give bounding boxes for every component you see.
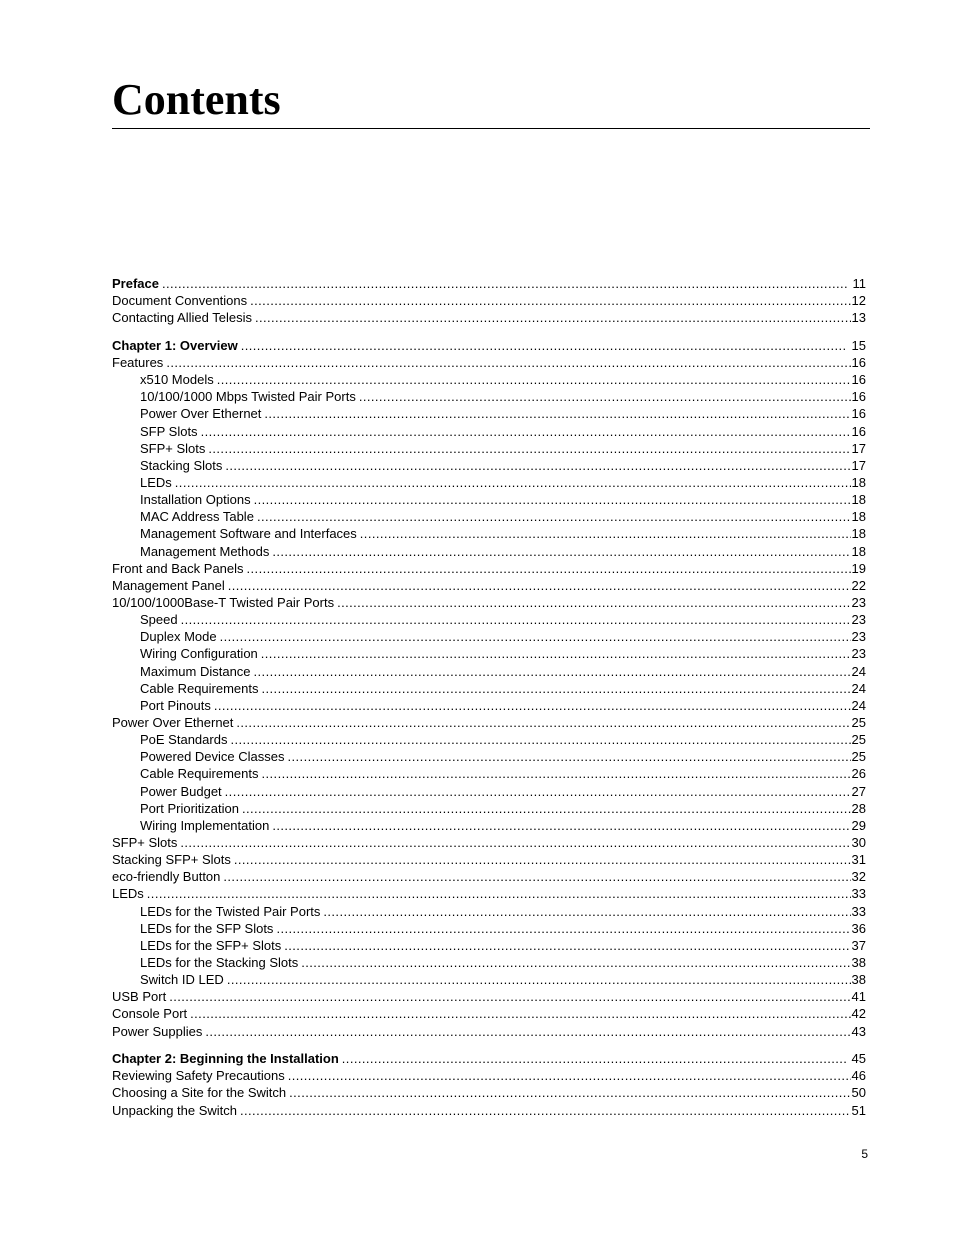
toc-entry[interactable] (112, 371, 866, 388)
toc-entry-page: 50 (851, 1085, 866, 1101)
dot-leader (169, 988, 850, 1005)
dot-leader (247, 560, 851, 577)
toc-entry-title: Console Port (112, 1006, 188, 1022)
dot-leader (175, 474, 851, 491)
toc-entry-page: 25 (851, 749, 866, 765)
toc-entry-page: 43 (851, 1023, 866, 1039)
toc-entry-page: 23 (851, 595, 866, 611)
toc-entry-title: Contacting Allied Telesis (112, 310, 252, 326)
dot-leader (228, 577, 851, 594)
toc-entry[interactable] (112, 474, 866, 491)
toc-entry-page: 17 (851, 440, 866, 456)
toc-entry-title: Switch ID LED (140, 972, 224, 988)
dot-leader (337, 594, 850, 611)
toc-entry-page: 12 (851, 293, 866, 309)
toc-entry-title: PoE Standards (140, 732, 228, 748)
toc-entry[interactable] (112, 903, 866, 920)
toc-entry[interactable] (112, 1084, 866, 1101)
toc-entry-title: Power Supplies (112, 1023, 203, 1039)
dot-leader (261, 645, 851, 662)
toc-entry[interactable] (112, 508, 866, 525)
toc-entry-title: Stacking Slots (140, 457, 223, 473)
toc-entry-title: Management Software and Interfaces (140, 526, 357, 542)
toc-entry-page: 29 (851, 817, 866, 833)
dot-leader (234, 851, 851, 868)
toc-entry-title: Powered Device Classes (140, 749, 285, 765)
dot-leader (225, 457, 850, 474)
toc-entry-page: 23 (851, 629, 866, 645)
toc-entry-page: 13 (851, 310, 866, 326)
toc-entry-page: 27 (851, 783, 866, 799)
toc-entry-page: 36 (851, 920, 866, 936)
toc-entry-title: Reviewing Safety Precautions (112, 1068, 285, 1084)
toc-entry-title: LEDs for the Twisted Pair Ports (140, 903, 321, 919)
dot-leader (230, 731, 850, 748)
dot-leader (147, 885, 851, 902)
toc-entry[interactable] (112, 714, 866, 731)
toc-entry[interactable] (112, 783, 866, 800)
dot-leader (359, 388, 851, 405)
toc-entry-title: SFP Slots (140, 423, 198, 439)
toc-entry-page: 45 (851, 1051, 866, 1067)
toc-entry-title: LEDs for the Stacking Slots (140, 954, 299, 970)
toc-entry[interactable] (112, 1005, 866, 1022)
toc-entry-page: 22 (851, 577, 866, 593)
dot-leader (220, 628, 851, 645)
toc-entry[interactable] (112, 1067, 866, 1084)
toc-entry-page: 51 (851, 1102, 866, 1118)
dot-leader (255, 309, 851, 326)
toc-entry-title: Installation Options (140, 492, 251, 508)
dot-leader (227, 971, 851, 988)
toc-entry-page: 16 (851, 389, 866, 405)
toc-entry-title: Preface (112, 276, 159, 291)
dot-leader (284, 937, 850, 954)
toc-entry-title: Duplex Mode (140, 629, 217, 645)
dot-leader (241, 337, 847, 354)
toc-entry[interactable] (112, 1023, 866, 1040)
toc-entry-page: 18 (851, 509, 866, 525)
toc-entry-page: 33 (851, 886, 866, 902)
toc-entry-page: 26 (851, 766, 866, 782)
dot-leader (225, 783, 851, 800)
dot-leader (217, 371, 851, 388)
dot-leader (288, 1067, 851, 1084)
toc-entry[interactable] (112, 868, 866, 885)
toc-entry-page: 15 (851, 337, 866, 353)
dot-leader (301, 954, 850, 971)
toc-entry[interactable] (112, 954, 866, 971)
toc-entry-page: 28 (851, 800, 866, 816)
toc-entry-title: Front and Back Panels (112, 560, 244, 576)
toc-entry[interactable] (112, 920, 866, 937)
toc-entry[interactable] (112, 800, 866, 817)
toc-entry-page: 18 (851, 543, 866, 559)
toc-entry-page: 23 (851, 646, 866, 662)
toc-entry-page: 33 (851, 903, 866, 919)
toc-entry-title: Chapter 2: Beginning the Installation (112, 1051, 339, 1067)
toc-entry[interactable] (112, 731, 866, 748)
toc-entry-page: 42 (851, 1006, 866, 1022)
dot-leader (289, 1084, 850, 1101)
toc-entry-page: 46 (851, 1068, 866, 1084)
dot-leader (242, 800, 851, 817)
dot-leader (276, 920, 850, 937)
toc-entry-title: Cable Requirements (140, 766, 259, 782)
toc-entry-title: eco-friendly Button (112, 869, 221, 885)
toc-entry[interactable] (112, 937, 866, 954)
dot-leader (166, 354, 850, 371)
toc-entry[interactable] (112, 765, 866, 782)
dot-leader (240, 1102, 851, 1119)
toc-entry[interactable] (112, 663, 866, 680)
dot-leader (181, 611, 851, 628)
toc-entry-title: Wiring Implementation (140, 817, 270, 833)
toc-chapter-entry[interactable] (112, 1050, 866, 1067)
toc-entry-title: Port Prioritization (140, 800, 239, 816)
toc-entry-page: 18 (851, 526, 866, 542)
toc-entry-title: LEDs (112, 886, 144, 902)
dot-leader (262, 680, 851, 697)
dot-leader (254, 663, 851, 680)
toc-entry[interactable] (112, 851, 866, 868)
toc-entry[interactable] (112, 577, 866, 594)
page-title: Contents (112, 75, 281, 124)
toc-entry-page: 16 (851, 355, 866, 371)
toc-entry[interactable] (112, 680, 866, 697)
dot-leader (201, 423, 851, 440)
toc-entry-page: 18 (851, 492, 866, 508)
toc-entry-title: Power Over Ethernet (140, 406, 262, 422)
dot-leader (208, 440, 850, 457)
dot-leader (272, 817, 850, 834)
page-number: 5 (861, 1147, 868, 1161)
dot-leader (257, 508, 851, 525)
table-of-contents (112, 275, 866, 1119)
toc-entry[interactable] (112, 834, 866, 851)
dot-leader (262, 765, 851, 782)
dot-leader (264, 405, 850, 422)
toc-entry[interactable] (112, 423, 866, 440)
toc-entry-page: 32 (851, 869, 866, 885)
dot-leader (190, 1005, 850, 1022)
toc-entry-page: 11 (852, 276, 866, 291)
toc-entry[interactable] (112, 354, 866, 371)
toc-chapter-entry[interactable] (112, 275, 866, 292)
toc-entry[interactable] (112, 457, 866, 474)
toc-entry[interactable] (112, 645, 866, 662)
toc-entry[interactable] (112, 440, 866, 457)
toc-entry-page: 38 (851, 954, 866, 970)
toc-entry-title: Port Pinouts (140, 697, 211, 713)
dot-leader (214, 697, 851, 714)
toc-entry-page: 23 (851, 612, 866, 628)
toc-entry-title: Chapter 1: Overview (112, 337, 238, 353)
toc-entry[interactable] (112, 885, 866, 902)
toc-entry-page: 18 (851, 475, 866, 491)
toc-entry-page: 16 (851, 406, 866, 422)
toc-entry-title: SFP+ Slots (140, 440, 206, 456)
toc-entry[interactable] (112, 405, 866, 422)
dot-leader (360, 525, 851, 542)
dot-leader (236, 714, 850, 731)
toc-entry-page: 41 (851, 989, 866, 1005)
toc-entry-title: Document Conventions (112, 293, 248, 309)
toc-entry-title: Wiring Configuration (140, 646, 258, 662)
toc-entry[interactable] (112, 594, 866, 611)
toc-entry[interactable] (112, 697, 866, 714)
toc-entry-title: LEDs for the SFP+ Slots (140, 937, 282, 953)
toc-entry[interactable] (112, 1102, 866, 1119)
toc-entry[interactable] (112, 491, 866, 508)
toc-entry-title: USB Port (112, 989, 167, 1005)
toc-entry-title: MAC Address Table (140, 509, 254, 525)
toc-entry[interactable] (112, 988, 866, 1005)
toc-entry-page: 25 (851, 715, 866, 731)
toc-entry[interactable] (112, 525, 866, 542)
toc-entry-title: Management Methods (140, 543, 270, 559)
toc-entry-title: Power Budget (140, 783, 222, 799)
toc-entry-title: Maximum Distance (140, 663, 251, 679)
toc-entry[interactable] (112, 611, 866, 628)
toc-entry-page: 16 (851, 372, 866, 388)
dot-leader (323, 903, 850, 920)
toc-entry[interactable] (112, 560, 866, 577)
toc-entry-page: 24 (851, 663, 866, 679)
toc-entry-page: 24 (851, 680, 866, 696)
toc-entry-title: Management Panel (112, 577, 225, 593)
toc-chapter-entry[interactable] (112, 337, 866, 354)
toc-entry-page: 24 (851, 697, 866, 713)
toc-entry-title: Speed (140, 612, 178, 628)
toc-entry-title: Unpacking the Switch (112, 1102, 238, 1118)
toc-entry[interactable] (112, 817, 866, 834)
toc-entry[interactable] (112, 388, 866, 405)
toc-entry[interactable] (112, 292, 866, 309)
toc-entry-title: Power Over Ethernet (112, 715, 234, 731)
toc-entry[interactable] (112, 971, 866, 988)
toc-entry[interactable] (112, 543, 866, 560)
toc-entry-title: Cable Requirements (140, 680, 259, 696)
dot-leader (205, 1023, 850, 1040)
toc-entry-page: 37 (851, 937, 866, 953)
dot-leader (223, 868, 850, 885)
toc-entry-title: LEDs for the SFP Slots (140, 920, 274, 936)
toc-entry-page: 19 (851, 560, 866, 576)
toc-entry-page: 31 (851, 852, 866, 868)
toc-entry-title: LEDs (140, 475, 172, 491)
toc-entry-title: 10/100/1000 Mbps Twisted Pair Ports (140, 389, 356, 405)
toc-entry-page: 16 (851, 423, 866, 439)
toc-entry-title: x510 Models (140, 372, 214, 388)
toc-entry-title: Stacking SFP+ Slots (112, 852, 231, 868)
toc-entry-page: 25 (851, 732, 866, 748)
dot-leader (272, 543, 850, 560)
dot-leader (254, 491, 851, 508)
toc-entry-title: Choosing a Site for the Switch (112, 1085, 287, 1101)
toc-entry[interactable] (112, 628, 866, 645)
toc-entry[interactable] (112, 748, 866, 765)
toc-entry-title: Features (112, 355, 164, 371)
dot-leader (250, 292, 850, 309)
toc-entry-page: 38 (851, 972, 866, 988)
dot-leader (342, 1050, 847, 1067)
dot-leader (162, 275, 848, 292)
dot-leader (180, 834, 850, 851)
title-divider (112, 128, 870, 129)
toc-entry-page: 30 (851, 835, 866, 850)
toc-entry[interactable] (112, 309, 866, 326)
toc-entry-title: 10/100/1000Base-T Twisted Pair Ports (112, 595, 335, 611)
toc-entry-page: 17 (851, 457, 866, 473)
toc-entry-title: SFP+ Slots (112, 835, 178, 850)
dot-leader (288, 748, 851, 765)
